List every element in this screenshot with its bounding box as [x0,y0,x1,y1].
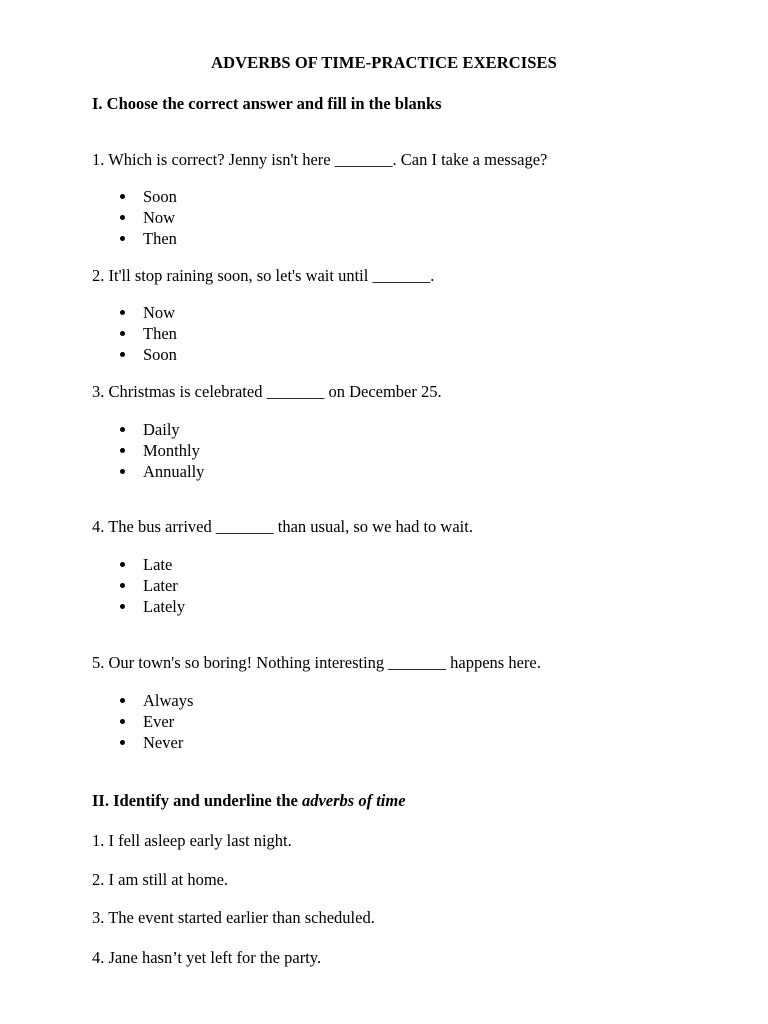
bullet-icon [120,583,125,588]
option-label: Monthly [143,441,200,460]
bullet-icon [120,562,125,567]
bullet-icon [120,740,125,745]
bullet-icon [120,215,125,220]
question-1-options [118,186,177,249]
option-label: Always [143,691,194,710]
option-label: Never [143,733,184,752]
section-1-heading: I. Choose the correct answer and fill in the blanks [92,94,442,113]
option-label: Then [143,324,177,343]
bullet-icon [120,469,125,474]
option-label: Soon [143,345,177,364]
option-label: Then [143,229,177,248]
sentence-4: 4. Jane hasn’t yet left for the party. [92,948,322,967]
bullet-icon [120,719,125,724]
question-5-options [118,690,193,753]
question-4-options [118,554,185,617]
bullet-icon [120,427,125,432]
option-item [118,596,185,617]
option-label: Daily [143,420,180,439]
option-item [118,690,193,711]
section-2-heading [92,791,406,811]
section-2-heading-prefix: II. Identify and underline the [92,791,302,810]
bullet-icon [120,310,125,315]
option-item [118,554,185,575]
option-item [118,711,193,732]
option-item [118,344,177,365]
option-item [118,186,177,207]
question-1: 1. Which is correct? Jenny isn't here _______. Can I take a message? [92,150,548,169]
option-label: Ever [143,712,175,731]
option-label: Late [143,555,173,574]
bullet-icon [120,352,125,357]
question-3-options [118,419,204,482]
option-label: Now [143,303,176,322]
option-item [118,575,185,596]
option-item [118,323,177,344]
option-item [118,228,177,249]
option-item [118,207,177,228]
section-2-heading-emphasis: adverbs of time [301,791,406,810]
bullet-icon [120,331,125,336]
page-title: ADVERBS OF TIME-PRACTICE EXERCISES [211,53,557,72]
option-label: Soon [143,187,177,206]
option-item [118,732,193,753]
bullet-icon [120,604,125,609]
option-item [118,440,204,461]
option-item [118,302,177,323]
bullet-icon [120,448,125,453]
question-2-options [118,302,177,365]
question-3: 3. Christmas is celebrated _______ on December 25. [92,382,442,401]
option-label: Now [143,208,176,227]
bullet-icon [120,194,125,199]
question-4: 4. The bus arrived _______ than usual, so we had to wait. [92,517,473,536]
question-5: 5. Our town's so boring! Nothing interesting _______ happens here. [92,653,541,672]
sentence-2: 2. I am still at home. [92,870,229,889]
bullet-icon [120,698,125,703]
option-label: Lately [143,597,186,616]
option-item [118,461,204,482]
bullet-icon [120,236,125,241]
option-label: Annually [143,462,205,481]
sentence-1: 1. I fell asleep early last night. [92,831,292,850]
option-item [118,419,204,440]
sentence-3: 3. The event started earlier than scheduled. [92,908,375,927]
option-label: Later [143,576,178,595]
question-2: 2. It'll stop raining soon, so let's wait until _______. [92,266,435,285]
